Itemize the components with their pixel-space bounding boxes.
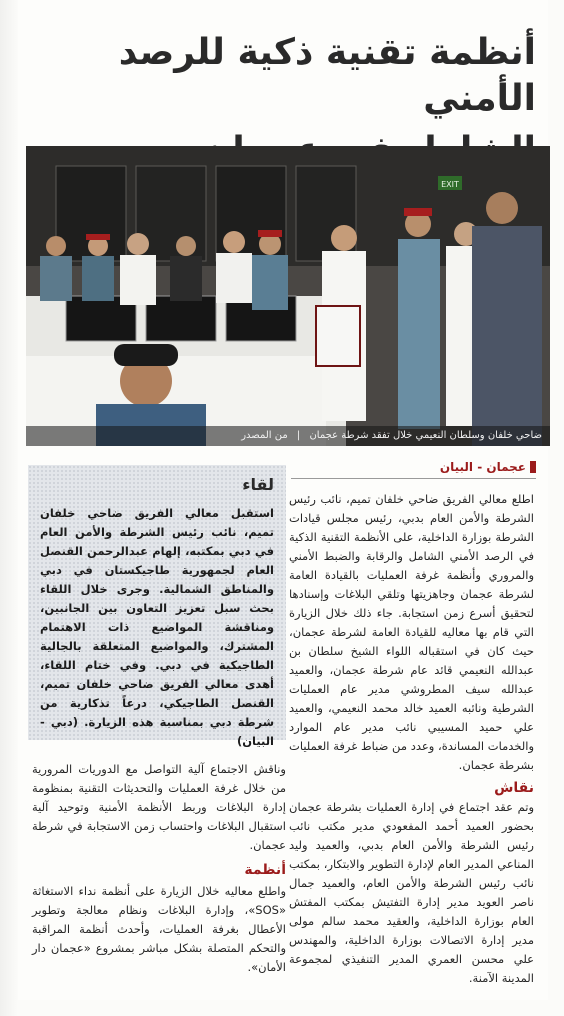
caption-separator: | <box>296 430 301 441</box>
byline-text: عجمان - البيان <box>439 460 526 474</box>
byline-marker <box>530 461 536 473</box>
caption-text: ضاحي خلفان وسلطان النعيمي خلال تفقد شرطة عجمان <box>309 430 542 441</box>
subheading-systems: أنظمة <box>244 862 286 878</box>
article-column-left <box>32 760 286 977</box>
article-photo <box>26 146 550 446</box>
sidebar-box <box>28 465 286 748</box>
body-paragraph-4: واطلع معاليه خلال الزيارة على أنظمة نداء الاستغاثة «SOS»، وإدارة البلاغات ونظام معالجة وتطوير الأعطال بغرفة العمليات، وأحدث أنظمة المراقبة والتحكم المتصلة بشكل مباشر بمشروع «عجمان دار الأمان». <box>32 884 286 974</box>
body-paragraph-3: وناقش الاجتماع آلية التواصل مع الدوريات المرورية من خلال غرفة العمليات والتحديثات التقنية بمنظومة إدارة البلاغات وربط الأنظمة الأمنية وتوحيد آلية استقبال البلاغات واحتساب زمن الاستجابة في شرطة عجمان. <box>32 762 286 852</box>
photo-source: من المصدر <box>241 430 288 441</box>
sidebar-box-text: استقبل معالي الفريق ضاحي خلفان تميم، نائب رئيس الشرطة والأمن العام في دبي بمكتبه، إلهام عبدالرحمن القنصل العام لجمهورية طاجيكستان في دبي والمناطق الشمالية. وجرى خلال اللقاء بحث سبل تعزيز التعاون بين الجانبين، ومناقشة المواضيع ذات الاهتمام المشترك، والمواضيع المتعلقة بالجالية الطاجيكية في دبي. وفي ختام اللقاء، أهدى معالي الفريق ضاحي خلفان تميم، القنصل الطاجيكي، درعاً تذكارية من شرطة دبي بمناسبة هذه الزيارة. (دبي - البيان) <box>40 506 274 748</box>
byline <box>291 460 536 479</box>
exit-sign: EXIT <box>441 180 459 189</box>
subheading-discussion: نقاش <box>494 780 534 796</box>
photo-caption <box>26 426 550 446</box>
sidebar-box-title: لقاء <box>242 475 274 494</box>
body-paragraph-2: وتم عقد اجتماع في إدارة العمليات بشرطة عجمان بحضور العميد أحمد المفعودي مدير مكتب نائب رئيس الشرطة والأمن العام بدبي، والعميد وليد المناعي المدير العام لإدارة التطوير والابتكار، بمكتب نائب رئيس الشرطة والأمن العام، والعميد جمال ناصر العويد مدير إدارة التفتيش بمكتب المفتش العام بوزارة الداخلية، والعقيد محمد سالم مولى مدير إدارة الاتصالات بوزارة الداخلية، والمهندس علي محسن العمري المدير التنفيذي لمجموعة المدينة الآمنة. <box>289 800 534 985</box>
article-column-right <box>289 490 534 992</box>
body-paragraph-1: اطلع معالي الفريق ضاحي خلفان تميم، نائب رئيس الشرطة والأمن العام بدبي، رئيس مجلس قيادات الشرطة بوزارة الداخلية، على الأنظمة التقنية الذكية في الرصد الأمني الشامل والرقابة والضبط الأمني والمروري وأنظمة غرفة العمليات بالقيادة العامة لشرطة عجمان وجاهزيتها وتلقي البلاغات وإسنادها لتحقيق أسرع زمن استجابة. جاء ذلك خلال الزيارة التي قام بها معاليه للقيادة العامة لشرطة عجمان، حيث كان في استقباله اللواء الشيخ سلطان بن عبدالله النعيمي قائد عام شرطة عجمان، والعميد عبدالله سيف المطروشي مدير عام العمليات الشرطية ونائبه العميد خالد محمد النعيمي، والعميد علي حميد المسيبي نائب مدير عام الموارد والخدمات المساندة، وعدد من ضباط غرفة العمليات بشرطة عجمان. <box>289 492 534 772</box>
headline-line-1: أنظمة تقنية ذكية للرصد الأمني <box>118 32 536 119</box>
scan-edge <box>0 0 18 1016</box>
newspaper-page <box>18 0 548 1000</box>
